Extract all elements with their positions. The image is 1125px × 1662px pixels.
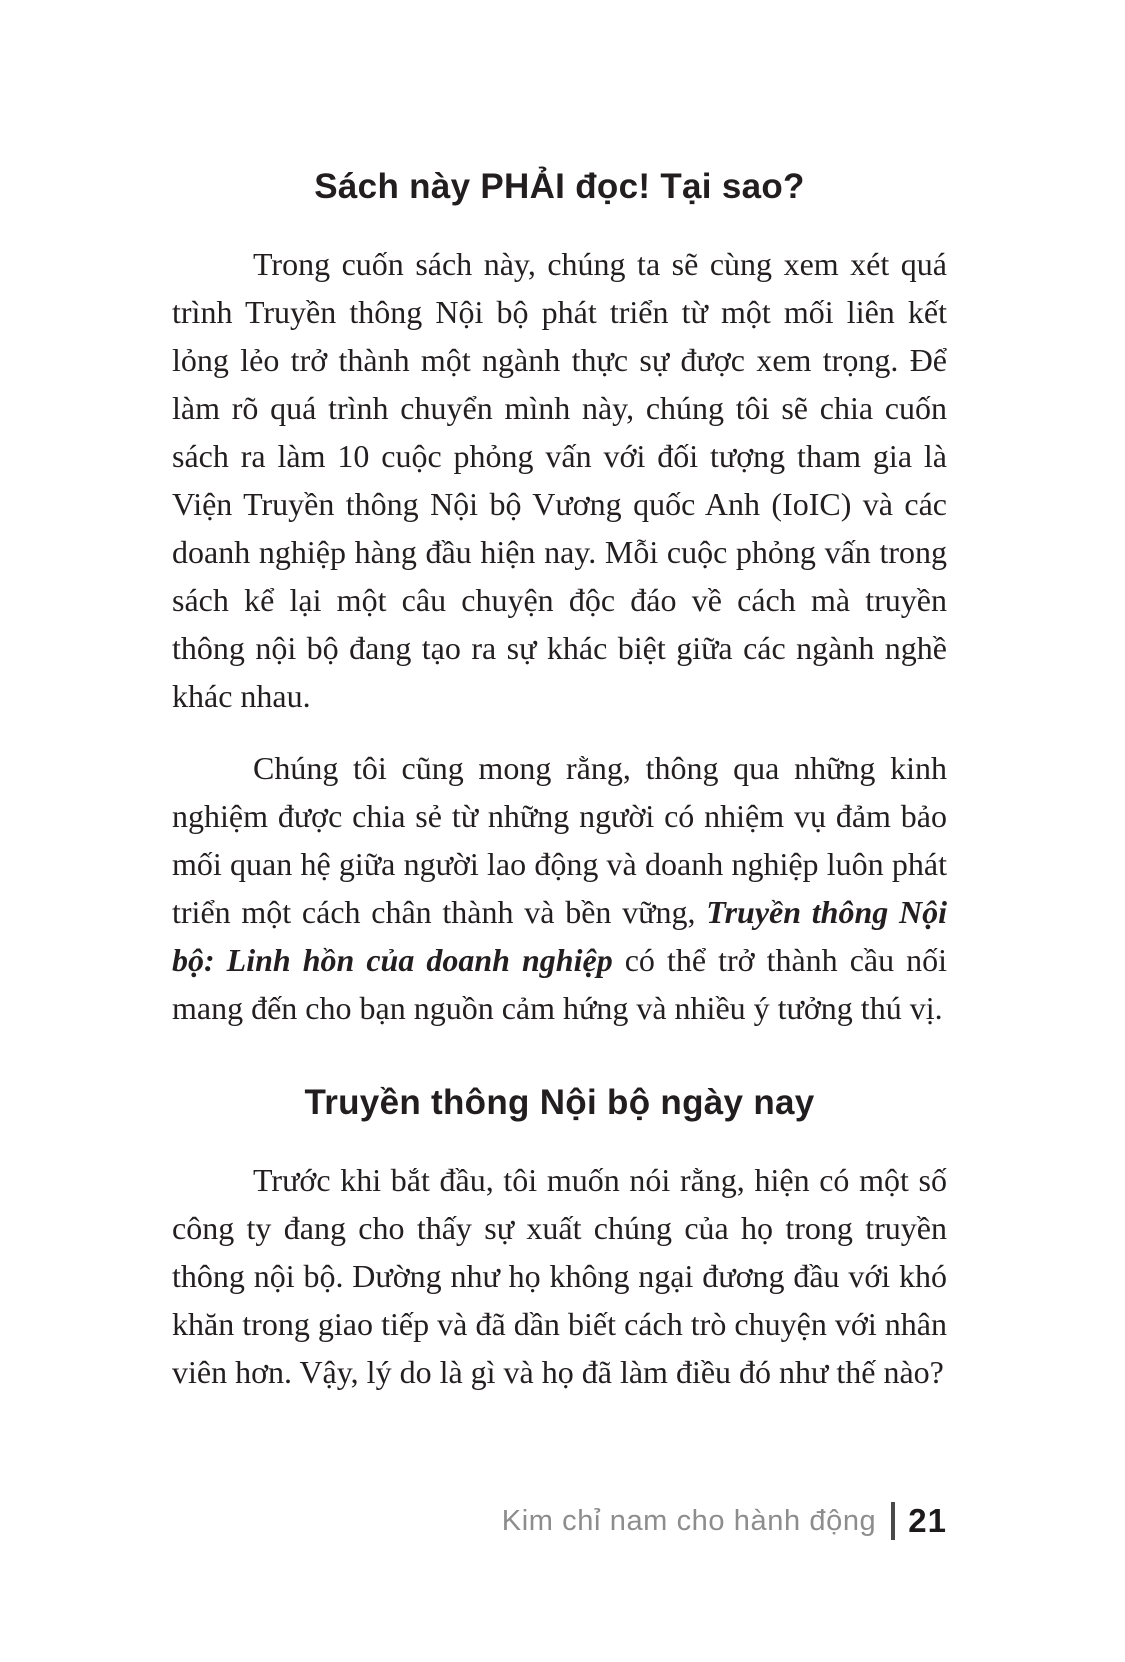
page-footer	[502, 1502, 947, 1540]
paragraph-text-before: Chúng tôi cũng mong rằng, thông qua những kinh nghiệm được chia sẻ từ những người có nhiệm vụ đảm bảo mối quan hệ giữa người lao động và doanh nghiệp luôn phát triển một cách chân thành và bền vững,	[172, 750, 947, 930]
paragraph-ic-today: Trước khi bắt đầu, tôi muốn nói rằng, hiện có một số công ty đang cho thấy sự xuất chúng của họ trong truyền thông nội bộ. Dường như họ không ngại đương đầu với khó khăn trong giao tiếp và đã dần biết cách trò chuyện với nhân viên hơn. Vậy, lý do là gì và họ đã làm điều đó như thế nào?	[172, 1162, 947, 1390]
footer-divider	[891, 1502, 895, 1540]
paragraph-hope	[172, 744, 947, 1032]
text-block	[172, 0, 947, 1420]
running-title: Kim chỉ nam cho hành động	[501, 1504, 877, 1537]
section-heading-why-read: Sách này PHẢI đọc! Tại sao?	[314, 167, 805, 206]
page-number: 21	[908, 1502, 947, 1539]
paragraph-intro: Trong cuốn sách này, chúng ta sẽ cùng xem xét quá trình Truyền thông Nội bộ phát triển từ một mối liên kết lỏng lẻo trở thành một ngành thực sự được xem trọng. Để làm rõ quá trình chuyển mình này, chúng tôi sẽ chia cuốn sách ra làm 10 cuộc phỏng vấn với đối tượng tham gia là Viện Truyền thông Nội bộ Vương quốc Anh (IoIC) và các doanh nghiệp hàng đầu hiện nay. Mỗi cuộc phỏng vấn trong sách kể lại một câu chuyện độc đáo về cách mà truyền thông nội bộ đang tạo ra sự khác biệt giữa các ngành nghề khác nhau.	[172, 246, 947, 714]
section-heading-ic-today: Truyền thông Nội bộ ngày nay	[304, 1083, 815, 1122]
book-title-emphasis: Truyền thông Nội bộ: Linh hồn của doanh nghiệp	[172, 894, 947, 978]
paragraph-text-after: có thể trở thành cầu nối mang đến cho bạn nguồn cảm hứng và nhiều ý tưởng thú vị.	[172, 942, 948, 1026]
